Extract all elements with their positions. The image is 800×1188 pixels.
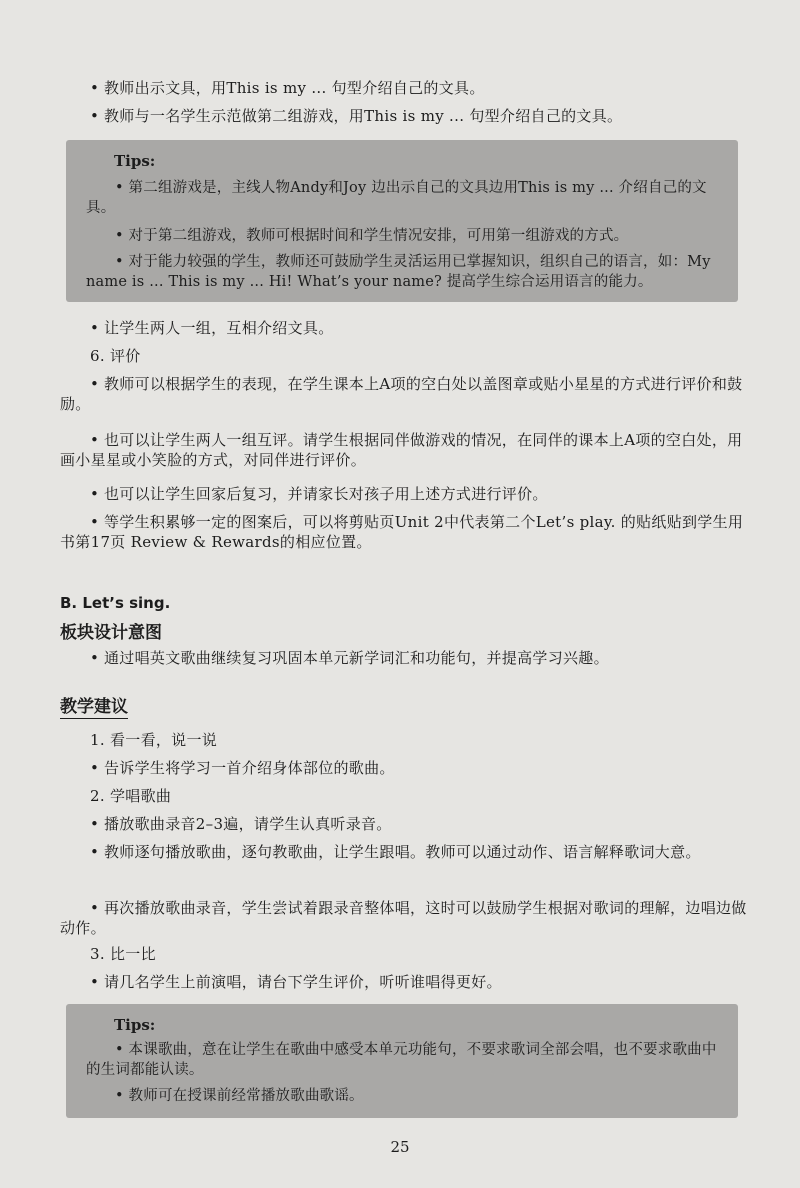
- step-heading: 1. 看一看，说一说: [90, 731, 218, 749]
- page-number: 25: [390, 1138, 410, 1156]
- list-item: • 教师出示文具，用This is my ... 句型介绍自己的文具。: [60, 78, 750, 98]
- list-item: • 通过唱英文歌曲继续复习巩固本单元新学词汇和功能句，并提高学习兴趣。: [60, 648, 750, 668]
- list-item: • 告诉学生将学习一首介绍身体部位的歌曲。: [60, 758, 750, 778]
- list-item: • 教师与一名学生示范做第二组游戏，用This is my ... 句型介绍自己的文具。: [60, 106, 750, 126]
- step-heading: 2. 学唱歌曲: [90, 787, 172, 805]
- step-heading: 3. 比一比: [90, 945, 156, 963]
- list-item: • 请几名学生上前演唱，请台下学生评价，听听谁唱得更好。: [60, 972, 750, 992]
- design-heading: 板块设计意图: [60, 623, 162, 643]
- list-item: • 也可以让学生回家后复习，并请家长对孩子用上述方式进行评价。: [60, 484, 750, 504]
- tip-item: • 本课歌曲，意在让学生在歌曲中感受本单元功能句，不要求歌词全部会唱，也不要求歌曲中的生词都能认读。: [86, 1042, 717, 1078]
- section-heading: 6. 评价: [90, 347, 141, 365]
- list-item: • 等学生积累够一定的图案后，可以将剪贴页Unit 2中代表第二个Let’s play. 的贴纸贴到学生用书第17页 Review & Rewards的相应位置。: [60, 512, 750, 552]
- tip-item: • 第二组游戏是，主线人物Andy和Joy 边出示自己的文具边用This is my ... 介绍自己的文具。: [86, 180, 707, 216]
- list-item: • 播放歌曲录音2–3遍，请学生认真听录音。: [60, 814, 750, 834]
- list-item: • 再次播放歌曲录音，学生尝试着跟录音整体唱，这时可以鼓励学生根据对歌词的理解，边唱边做动作。: [60, 898, 750, 938]
- list-item: • 也可以让学生两人一组互评。请学生根据同伴做游戏的情况，在同伴的课本上A项的空白处，用画小星星或小笑脸的方式，对同伴进行评价。: [60, 430, 750, 470]
- list-item: • 教师逐句播放歌曲，逐句教歌曲，让学生跟唱。教师可以通过动作、语言解释歌词大意。: [60, 842, 750, 862]
- suggest-heading: 教学建议: [60, 692, 128, 719]
- tips-title: Tips:: [114, 152, 156, 170]
- tip-item: • 教师可在授课前经常播放歌曲歌谣。: [115, 1088, 364, 1104]
- list-item: • 让学生两人一组，互相介绍文具。: [60, 318, 750, 338]
- list-item: • 教师可以根据学生的表现，在学生课本上A项的空白处以盖图章或贴小星星的方式进行评价和鼓励。: [60, 374, 750, 414]
- tips-title: Tips:: [114, 1016, 156, 1034]
- tip-item: • 对于第二组游戏，教师可根据时间和学生情况安排，可用第一组游戏的方式。: [115, 228, 629, 244]
- tip-item: • 对于能力较强的学生，教师还可鼓励学生灵活运用已掌握知识，组织自己的语言，如：My name is ... This is my ... Hi! What’s your name? 提高学生综合运用语言的能力。: [86, 254, 711, 290]
- section-title: B. Let’s sing.: [60, 594, 171, 612]
- tips-box: [66, 1004, 738, 1118]
- tips-box: [66, 140, 738, 302]
